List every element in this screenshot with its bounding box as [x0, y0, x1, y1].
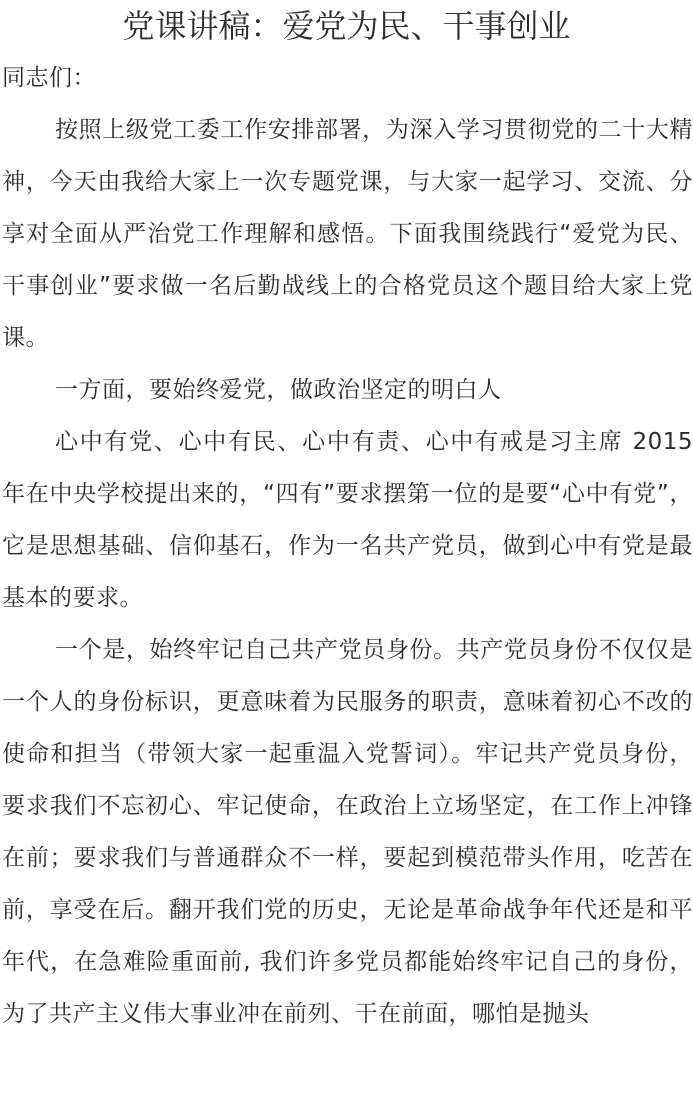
paragraph-four-haves: 心中有党、心中有民、心中有责、心中有戒是习主席 2015 年在中央学校提出来的，“四有”要求摆第一位的是要“心中有党”，它是思想基础、信仰基石，作为一名共产党员，做到心中有党是最基本的要求。: [2, 429, 693, 611]
paragraph-party-identity: 一个是，始终牢记自己共产党员身份。共产党员身份不仅仅是一个人的身份标识，更意味着为民服务的职责，意味着初心不改的使命和担当（带领大家一起重温入党誓词）。牢记共产党员身份，要求我们不忘初心、牢记使命，在政治上立场坚定，在工作上冲锋在前；要求我们与普通群众不一样，要起到模范带头作用，吃苦在前，享受在后。翻开我们党的历史，无论是革命战争年代还是和平年代，在急难险重面前, 我们许多党员都能始终牢记自己的身份，为了共产主义伟大事业冲在前列、干在前面，哪怕是抛头: [2, 637, 693, 1027]
paragraph-intro: 按照上级党工委工作安排部署，为深入学习贯彻党的二十大精神，今天由我给大家上一次专题党课，与大家一起学习、交流、分享对全面从严治党工作理解和感悟。下面我围绕践行“爱党为民、干事创业”要求做一名后勤战线上的合格党员这个题目给大家上党课。: [2, 117, 693, 351]
greeting: 同志们：: [2, 65, 96, 91]
document-title: 党课讲稿：爱党为民、干事创业: [122, 7, 571, 45]
section-heading-love-party: 一方面，要始终爱党，做政治坚定的明白人: [55, 377, 502, 403]
document-body: [0, 52, 693, 1040]
